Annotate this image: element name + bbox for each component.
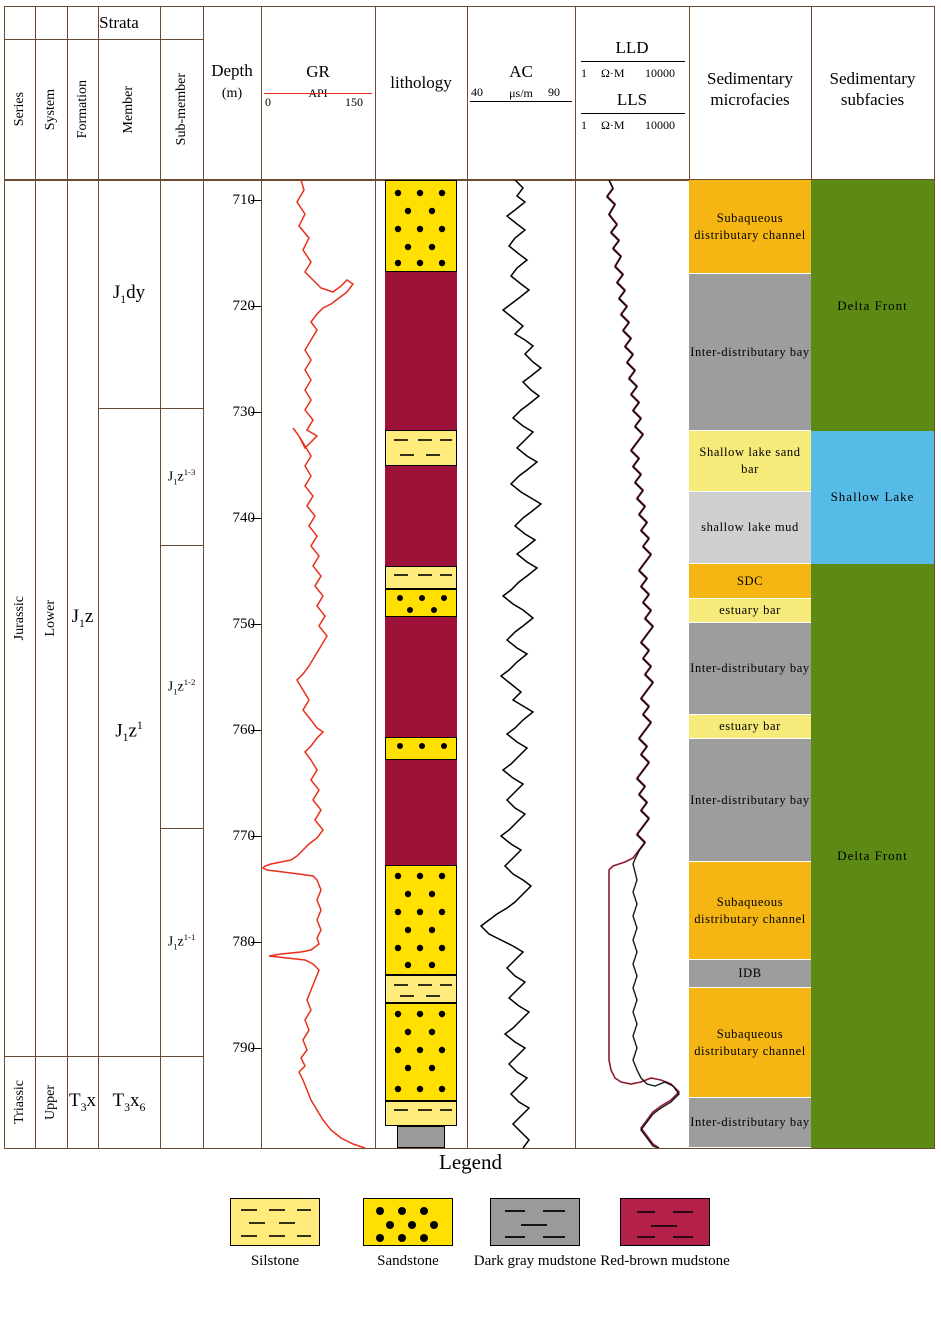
subfacies-cell: Shallow Lake	[811, 431, 934, 564]
strata-system-lower: Lower	[43, 599, 58, 637]
strata-series-jurassic: Jurassic	[12, 595, 27, 641]
lld-lls-curves	[575, 180, 689, 1148]
microfacies-cell: shallow lake mud	[689, 492, 811, 564]
header-ac-unit: μs/m	[509, 85, 533, 100]
header-lithology: lithology	[390, 73, 452, 92]
microfacies-cell: Subaqueous distributary channel	[689, 180, 811, 274]
header-member: Member	[121, 85, 136, 134]
microfacies-cell: Shallow lake sand bar	[689, 431, 811, 492]
header-ac-min: 40	[471, 85, 483, 99]
legend-item-sandstone	[348, 1198, 468, 1271]
microfacies-cell: Inter-distributary bay	[689, 623, 811, 715]
header-strata-group: Strata	[99, 13, 139, 32]
legend-label: Dark gray mudstone	[473, 1253, 597, 1269]
header-gr: GR	[306, 62, 330, 81]
legend-label: Sandstone	[377, 1253, 439, 1269]
strata-submember-jz13: $J_1z^{1-3}$	[167, 466, 196, 487]
legend-label: Red-brown mudstone	[600, 1253, 730, 1269]
microfacies-cell: Subaqueous distributary channel	[689, 988, 811, 1098]
dark-gray-mudstone-swatch	[490, 1198, 580, 1246]
microfacies-cell: Subaqueous distributary channel	[689, 862, 811, 960]
microfacies-cell: SDC	[689, 564, 811, 599]
lithology-unit-red-brown-mudstone	[385, 760, 457, 865]
header-ac: AC	[509, 62, 533, 81]
red-brown-mudstone-swatch	[620, 1198, 710, 1246]
ac-curve-track	[467, 180, 575, 1148]
lithology-unit-siltstone	[385, 1101, 457, 1126]
log-body	[4, 179, 935, 1149]
subfacies-cell: Delta Front	[811, 180, 934, 431]
microfacies-cell: estuary bar	[689, 599, 811, 623]
header-depth-unit: (m)	[221, 86, 243, 101]
subfacies-track	[811, 180, 934, 1148]
microfacies-cell: Inter-distributary bay	[689, 739, 811, 862]
lithology-unit-sandstone	[385, 589, 457, 617]
legend-item-silstone	[215, 1198, 335, 1271]
microfacies-cell: Inter-distributary bay	[689, 1098, 811, 1148]
header-series: Series	[12, 92, 27, 127]
depth-tick: 730	[232, 404, 255, 420]
strata-submember-jz11: $J_1z^{1-1}$	[167, 932, 196, 952]
strata-member-tx6: $T_3x_6$	[112, 1089, 146, 1114]
header-formation: Formation	[74, 80, 90, 139]
lithology-unit-siltstone	[385, 975, 457, 1003]
sandstone-swatch	[363, 1198, 453, 1246]
depth-tick: 710	[232, 192, 255, 208]
depth-tick: 770	[232, 828, 255, 844]
header-lls-min: 1	[581, 118, 587, 132]
lithology-unit-sandstone	[385, 865, 457, 975]
strata-formation-jz: $J_1z$	[71, 605, 94, 630]
header-lls: LLS	[616, 90, 648, 109]
lithology-unit-siltstone	[385, 430, 457, 466]
strata-member-jz1: $J_1z^1$	[115, 718, 143, 745]
microfacies-cell: estuary bar	[689, 715, 811, 739]
gr-curve-track	[261, 180, 375, 1148]
strata-member-jdy: $J_1dy$	[112, 281, 146, 306]
header-lld-unit: Ω·M	[601, 66, 625, 80]
lithology-unit-siltstone	[385, 566, 457, 589]
header-system: System	[43, 88, 58, 131]
lithology-unit-dark-gray-mudstone	[397, 1126, 445, 1148]
depth-tick: 740	[232, 510, 255, 526]
header-ac-max: 90	[548, 85, 560, 99]
lithology-track	[375, 180, 467, 1148]
depth-tick: 760	[232, 722, 255, 738]
microfacies-cell: Inter-distributary bay	[689, 274, 811, 431]
header-lld-max: 10000	[645, 66, 675, 80]
subfacies-cell: Delta Front	[811, 564, 934, 1148]
header-submember: Sub-member	[173, 73, 189, 146]
header-lls-max: 10000	[645, 118, 675, 132]
gr-curve	[261, 180, 375, 1148]
microfacies-track	[689, 180, 811, 1148]
strata-formation-tx: $T_3x$	[69, 1089, 96, 1114]
lithology-unit-red-brown-mudstone	[385, 617, 457, 737]
resistivity-curve-track	[575, 180, 689, 1148]
lithology-unit-sandstone	[385, 180, 457, 272]
silstone-swatch	[230, 1198, 320, 1246]
header-lld: LLD	[615, 38, 649, 57]
lithology-unit-sandstone	[385, 737, 457, 760]
header-gr-max: 150	[345, 95, 363, 109]
legend-item-red-brown-mudstone	[600, 1198, 730, 1271]
depth-tick: 750	[232, 616, 255, 632]
depth-tick: 720	[232, 298, 255, 314]
header-gr-unit: API	[308, 85, 328, 100]
header-lls-unit: Ω·M	[601, 118, 625, 132]
legend	[0, 1150, 941, 1269]
strata-series-triassic: Triassic	[12, 1080, 27, 1124]
header-gr-min: 0	[265, 95, 271, 109]
legend-item-dark-gray-mudstone	[470, 1198, 600, 1271]
lithology-unit-red-brown-mudstone	[385, 466, 457, 566]
legend-title: Legend	[439, 1150, 502, 1174]
header-subfacies: Sedimentary subfacies	[829, 68, 916, 109]
ac-curve	[467, 180, 575, 1148]
header-depth: Depth	[211, 61, 253, 80]
header-lld-min: 1	[581, 66, 587, 80]
log-header	[4, 6, 935, 181]
legend-label: Silstone	[250, 1253, 300, 1269]
lithology-unit-sandstone	[385, 1003, 457, 1101]
lithology-unit-red-brown-mudstone	[385, 272, 457, 430]
microfacies-cell: IDB	[689, 960, 811, 988]
depth-tick: 780	[232, 934, 255, 950]
strata-submember-jz12: $J_1z^{1-2}$	[167, 676, 196, 697]
depth-track	[203, 180, 261, 1148]
depth-tick: 790	[232, 1040, 255, 1056]
header-microfacies: Sedimentary microfacies	[707, 68, 793, 109]
strata-system-upper: Upper	[43, 1084, 58, 1120]
